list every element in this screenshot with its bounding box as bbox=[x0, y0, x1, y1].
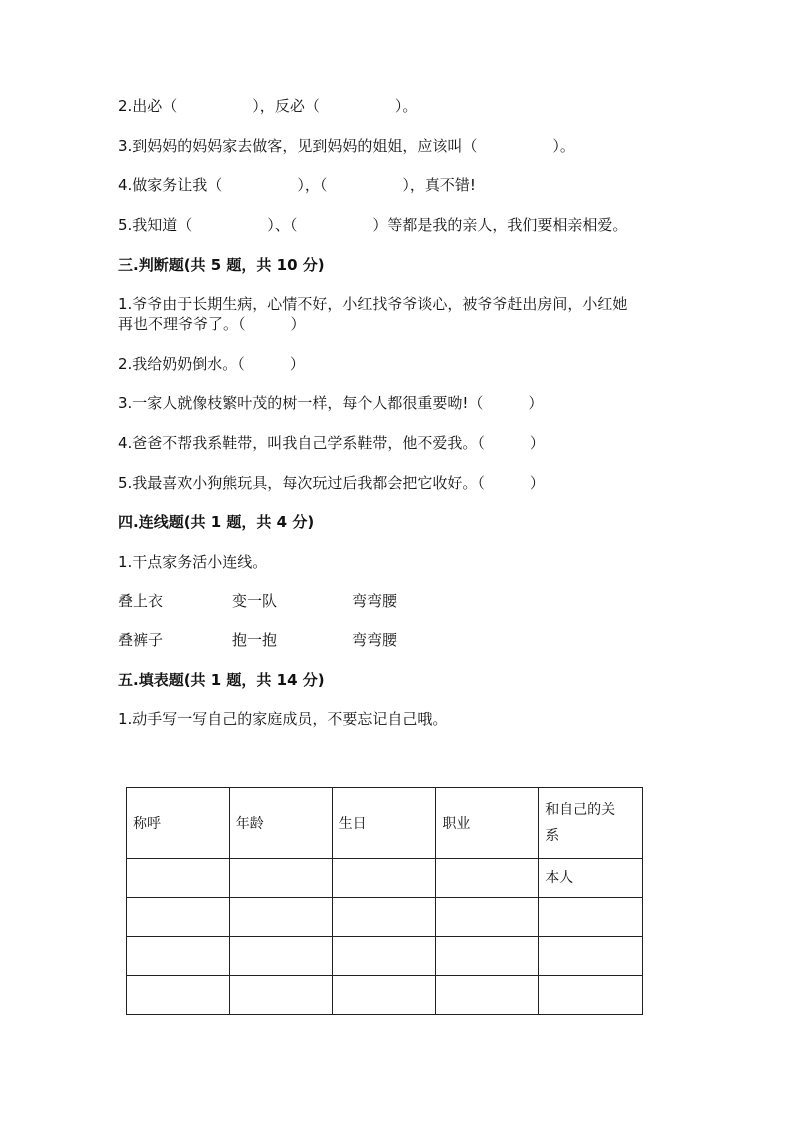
table-row bbox=[127, 976, 643, 1015]
table-cell[interactable] bbox=[332, 859, 436, 898]
table-cell[interactable] bbox=[332, 937, 436, 976]
family-members-table bbox=[126, 787, 643, 1015]
table-row bbox=[127, 898, 643, 937]
table-cell[interactable] bbox=[127, 976, 230, 1015]
table-cell[interactable] bbox=[539, 976, 643, 1015]
header-relation-line-1: 和自己的关 bbox=[545, 802, 616, 818]
match-row-2-col-3: 弯弯腰 bbox=[352, 631, 398, 649]
judge-question-3: 3.一家人就像枝繁叶茂的树一样，每个人都很重要呦!（ ） bbox=[118, 394, 544, 412]
match-row-2-col-1: 叠裤子 bbox=[118, 631, 164, 649]
header-cell-relation bbox=[539, 788, 643, 859]
table-cell[interactable] bbox=[539, 898, 643, 937]
table-cell[interactable] bbox=[436, 976, 539, 1015]
match-question-1: 1.干点家务活小连线。 bbox=[118, 553, 268, 571]
table-cell[interactable] bbox=[332, 976, 436, 1015]
table-question-1: 1.动手写一写自己的家庭成员，不要忘记自己哦。 bbox=[118, 710, 448, 728]
table-cell[interactable] bbox=[127, 937, 230, 976]
header-cell-title: 称呼 bbox=[127, 788, 230, 859]
table-cell[interactable] bbox=[127, 859, 230, 898]
table-cell[interactable] bbox=[436, 937, 539, 976]
table-cell[interactable] bbox=[229, 937, 332, 976]
table-cell[interactable] bbox=[127, 898, 230, 937]
table-cell[interactable] bbox=[229, 976, 332, 1015]
question-3-fill: 3.到妈妈的妈妈家去做客，见到妈妈的姐姐，应该叫（ ）。 bbox=[118, 137, 575, 155]
header-relation-line-2: 系 bbox=[545, 828, 560, 844]
table-cell[interactable] bbox=[436, 859, 539, 898]
judge-question-1-line-2: 再也不理爷爷了。（ ） bbox=[118, 315, 306, 333]
table-cell-self: 本人 bbox=[539, 859, 643, 898]
table-cell[interactable] bbox=[229, 859, 332, 898]
judge-question-5: 5.我最喜欢小狗熊玩具，每次玩过后我都会把它收好。（ ） bbox=[118, 474, 545, 492]
section-3-heading: 三.判断题(共 5 题，共 10 分) bbox=[118, 256, 325, 274]
match-row-1-col-2: 变一队 bbox=[232, 592, 278, 610]
table-row bbox=[127, 937, 643, 976]
table-row bbox=[127, 859, 643, 898]
question-2-fill: 2.出必（ ），反必（ ）。 bbox=[118, 97, 418, 115]
match-row-1-col-1: 叠上衣 bbox=[118, 592, 164, 610]
judge-question-4: 4.爸爸不帮我系鞋带，叫我自己学系鞋带，他不爱我。（ ） bbox=[118, 434, 545, 452]
question-4-fill: 4.做家务让我（ ），（ ），真不错! bbox=[118, 176, 476, 194]
section-4-heading: 四.连线题(共 1 题，共 4 分) bbox=[118, 513, 315, 531]
judge-question-1-line-1: 1.爷爷由于长期生病，心情不好，小红找爷爷谈心，被爷爷赶出房间，小红她 bbox=[118, 295, 628, 313]
match-row-2-col-2: 抱一抱 bbox=[232, 631, 278, 649]
header-cell-occupation: 职业 bbox=[436, 788, 539, 859]
header-cell-age: 年龄 bbox=[229, 788, 332, 859]
header-cell-birthday: 生日 bbox=[332, 788, 436, 859]
table-cell[interactable] bbox=[539, 937, 643, 976]
match-row-1-col-3: 弯弯腰 bbox=[352, 592, 398, 610]
question-5-fill: 5.我知道（ ）、（ ）等都是我的亲人，我们要相亲相爱。 bbox=[118, 216, 628, 234]
table-cell[interactable] bbox=[436, 898, 539, 937]
table-cell[interactable] bbox=[229, 898, 332, 937]
section-5-heading: 五.填表题(共 1 题，共 14 分) bbox=[118, 671, 325, 689]
table-cell[interactable] bbox=[332, 898, 436, 937]
table-header-row bbox=[127, 788, 643, 859]
judge-question-2: 2.我给奶奶倒水。（ ） bbox=[118, 355, 305, 373]
